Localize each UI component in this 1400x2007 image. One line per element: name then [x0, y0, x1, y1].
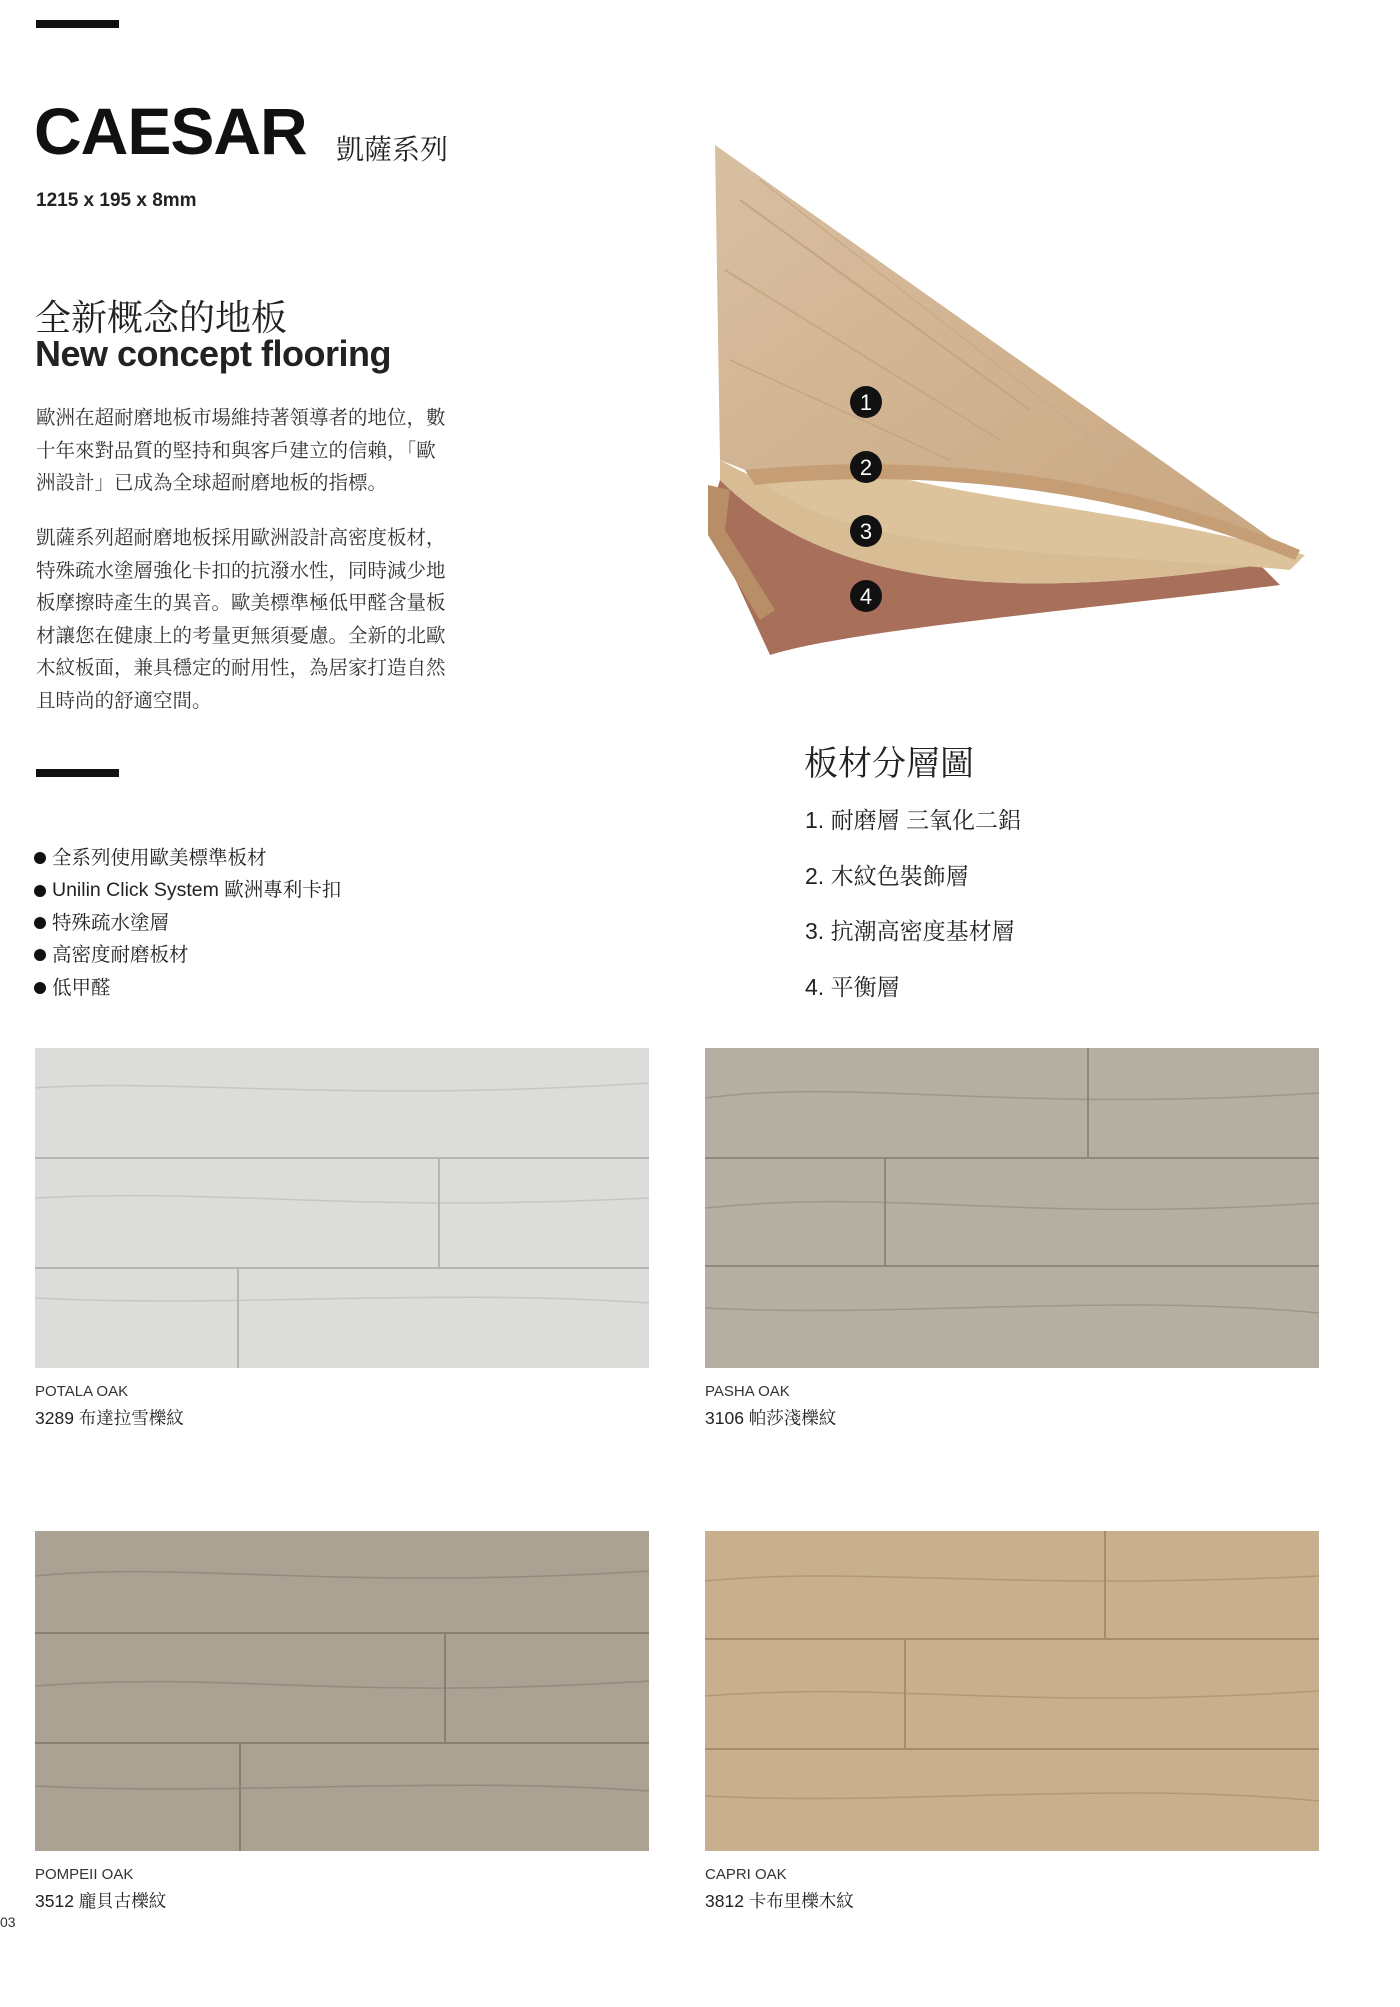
paragraph-line: 且時尚的舒適空間。 [36, 689, 212, 712]
swatch-capri-oak [705, 1531, 1319, 1851]
product-code: 3289 布達拉雪櫟紋 [35, 1408, 184, 1428]
bullet-icon [34, 982, 46, 994]
svg-text:2: 2 [859, 455, 873, 480]
intro-paragraph-1 [36, 402, 454, 500]
paragraph-line: 歐洲在超耐磨地板市場維持著領導者的地位，數 [36, 407, 446, 429]
feature-item: 低甲醛 [34, 972, 341, 1004]
bullet-icon [34, 852, 46, 864]
product-name: CAPRI OAK [705, 1866, 787, 1883]
swatch-pompeii-oak [35, 1531, 649, 1851]
bullet-icon [34, 885, 46, 897]
paragraph-line: 木紋板面，兼具穩定的耐用性，為居家打造自然 [36, 657, 446, 679]
paragraph-line: 特殊疏水塗層強化卡扣的抗潑水性，同時減少地 [36, 559, 446, 582]
product-name: POMPEII OAK [35, 1866, 134, 1883]
feature-item: 高密度耐磨板材 [34, 939, 341, 971]
svg-text:4: 4 [859, 584, 873, 609]
product-code: 3512 龐貝古櫟紋 [35, 1891, 167, 1911]
flooring-layer-diagram [700, 140, 1320, 680]
product-code: 3106 帕莎淺櫟紋 [705, 1408, 837, 1428]
bullet-icon [34, 949, 46, 961]
swatch-pasha-oak [705, 1048, 1319, 1368]
page-number: 03 [0, 1914, 16, 1930]
product-code: 3812 卡布里櫟木紋 [705, 1891, 854, 1911]
feature-item: 全系列使用歐美標準板材 [34, 842, 341, 874]
layer-item-2: 2. 木紋色裝飾層 [805, 863, 969, 889]
svg-text:1: 1 [859, 390, 873, 415]
layer-item-3: 3. 抗潮高密度基材層 [805, 918, 1015, 944]
marker-3 [850, 515, 882, 547]
heading-en: New concept flooring [35, 333, 392, 374]
product-name: PASHA OAK [705, 1383, 790, 1400]
marker-2 [850, 451, 882, 483]
swatch-potala-oak [35, 1048, 649, 1368]
paragraph-line: 板摩擦時產生的異音。歐美標準極低甲醛含量板 [36, 592, 446, 614]
paragraph-line: 十年來對品質的堅持和與客戶建立的信賴，「歐 [36, 439, 436, 462]
brand-title: CAESAR [34, 94, 307, 168]
marker-1 [850, 386, 882, 418]
heading-zh: 全新概念的地板 [35, 297, 288, 338]
dimensions: 1215 x 195 x 8mm [36, 190, 197, 211]
feature-item: Unilin Click System 歐洲專利卡扣 [34, 874, 341, 906]
series-name: 凱薩系列 [336, 134, 449, 165]
paragraph-line: 材讓您在健康上的考量更無須憂慮。全新的北歐 [36, 624, 446, 647]
svg-text:3: 3 [859, 519, 873, 544]
section-divider [36, 769, 119, 777]
bullet-icon [34, 917, 46, 929]
layer-diagram-title: 板材分層圖 [804, 745, 974, 783]
paragraph-line: 凱薩系列超耐磨地板採用歐洲設計高密度板材， [36, 527, 446, 549]
product-name: POTALA OAK [35, 1383, 129, 1400]
feature-list [34, 842, 341, 1004]
top-divider [36, 20, 119, 28]
intro-paragraph-2 [36, 522, 454, 717]
paragraph-line: 洲設計」已成為全球超耐磨地板的指標。 [36, 472, 388, 494]
feature-item: 特殊疏水塗層 [34, 907, 341, 939]
marker-4 [850, 580, 882, 612]
layer-item-1: 1. 耐磨層 三氧化二鋁 [805, 807, 1021, 833]
layer-item-4: 4. 平衡層 [805, 974, 900, 1000]
